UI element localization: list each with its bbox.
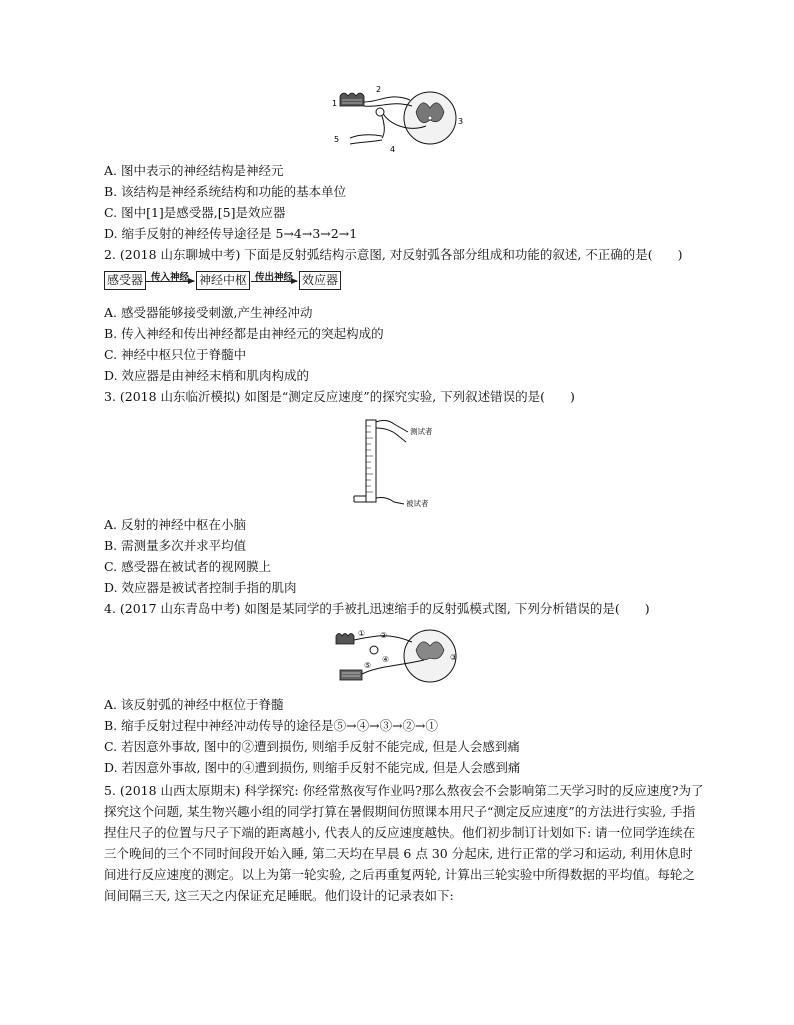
q2-stem: 2. (2018 山东聊城中考) 下面是反射弧结构示意图, 对反射弧各部分组成和功能的叙述, 不正确的是( ) [104, 247, 683, 262]
fig1-label-3: 3 [458, 117, 464, 126]
fig1-label-4: 4 [390, 145, 396, 154]
q2-option-a: A. 感受器能够接受刺激,产生神经冲动 [104, 305, 313, 320]
receptor-skin-icon [340, 93, 364, 106]
ruler-reaction-figure [350, 414, 450, 510]
q3-option-d: D. 效应器是被试者控制手指的肌肉 [104, 580, 297, 595]
fig3-label-subject: 被试者 [406, 499, 429, 508]
fig4-label-5: ⑤ [364, 661, 372, 670]
flow-box-receptor: 感受器 [104, 271, 146, 290]
q3-option-a: A. 反射的神经中枢在小脑 [104, 517, 246, 532]
q3-option-b: B. 需测量多次并求平均值 [104, 538, 247, 553]
fig4-label-2: ② [380, 631, 388, 640]
q1-option-a: A. 图中表示的神经结构是神经元 [104, 163, 284, 178]
flow-box-effector: 效应器 [299, 271, 341, 290]
q2-option-b: B. 传入神经和传出神经都是由神经元的突起构成的 [104, 326, 384, 341]
q3-option-c: C. 感受器在被试者的视网膜上 [104, 559, 272, 574]
spinal-cord-icon [404, 92, 456, 144]
q4-stem: 4. (2017 山东青岛中考) 如图是某同学的手被扎迅速缩手的反射弧模式图, 下列分析错误的是( ) [104, 601, 650, 616]
q4-option-a: A. 该反射弧的神经中枢位于脊髓 [104, 697, 284, 712]
fig1-label-1: 1 [332, 99, 338, 108]
q4-option-b: B. 缩手反射过程中神经冲动传导的途径是⑤→④→③→②→① [104, 718, 439, 733]
fig4-label-1: ① [358, 629, 366, 638]
q2-option-c: C. 神经中枢只位于脊髓中 [104, 347, 247, 362]
q1-option-b: B. 该结构是神经系统结构和功能的基本单位 [104, 184, 347, 199]
fig1-label-2: 2 [376, 85, 382, 94]
q5-paragraph: 5. (2018 山西太原期末) 科学探究: 你经常熬夜写作业吗?那么熬夜会不会影响第二天学习时的反应速度?为了探究这个问题, 某生物兴趣小组的同学打算在暑假期间仿照课本用尺子“测定反应速度”的方法进行实验, 手指捏住尺子的位置与尺子下端的距离越小, 代表人的反应速度越快。他们初步制订计划如下: 请一位同学连续在三个晚间的三个不同时间段开始入睡, 第二天均在早晨 6 点 30 分起床, 进行正常的学习和运动, 利用休息时间进行反应速度的测定。以上为第一轮实验, 之后再重复两轮, 计算出三轮实验中所得数据的平均值。每轮之间间隔三天, 这三天之内保证充足睡眠。他们设计的记录表如下: [104, 783, 704, 903]
fig3-label-tester: 测试者 [410, 427, 433, 436]
q3-stem: 3. (2018 山东临沂模拟) 如图是“测定反应速度”的探究实验, 下列叙述错误的是( ) [104, 389, 575, 404]
reflex-arc-figure-4 [328, 626, 468, 688]
fig4-label-3: ③ [450, 653, 458, 662]
q4-option-d: D. 若因意外事故, 图中的④遭到损伤, 则缩手反射不能完成, 但是人会感到痛 [104, 760, 521, 775]
flow-arrow-2 [251, 281, 297, 282]
q1-option-d: D. 缩手反射的神经传导途径是 5→4→3→2→1 [104, 226, 358, 241]
flow-arrow-1 [146, 281, 194, 282]
flow-box-center: 神经中枢 [196, 271, 250, 290]
flow-label-efferent: 传出神经 [255, 272, 294, 283]
fig1-label-5: 5 [334, 135, 340, 144]
fig4-label-4: ④ [382, 655, 390, 664]
flow-label-afferent: 传入神经 [151, 272, 190, 283]
reflex-arc-flow-diagram [104, 271, 404, 293]
q2-option-d: D. 效应器是由神经末梢和肌肉构成的 [104, 368, 310, 383]
reflex-arc-figure-1 [330, 82, 470, 154]
q1-option-c: C. 图中[1]是感受器,[5]是效应器 [104, 205, 286, 220]
q4-option-c: C. 若因意外事故, 图中的②遭到损伤, 则缩手反射不能完成, 但是人会感到痛 [104, 739, 520, 754]
